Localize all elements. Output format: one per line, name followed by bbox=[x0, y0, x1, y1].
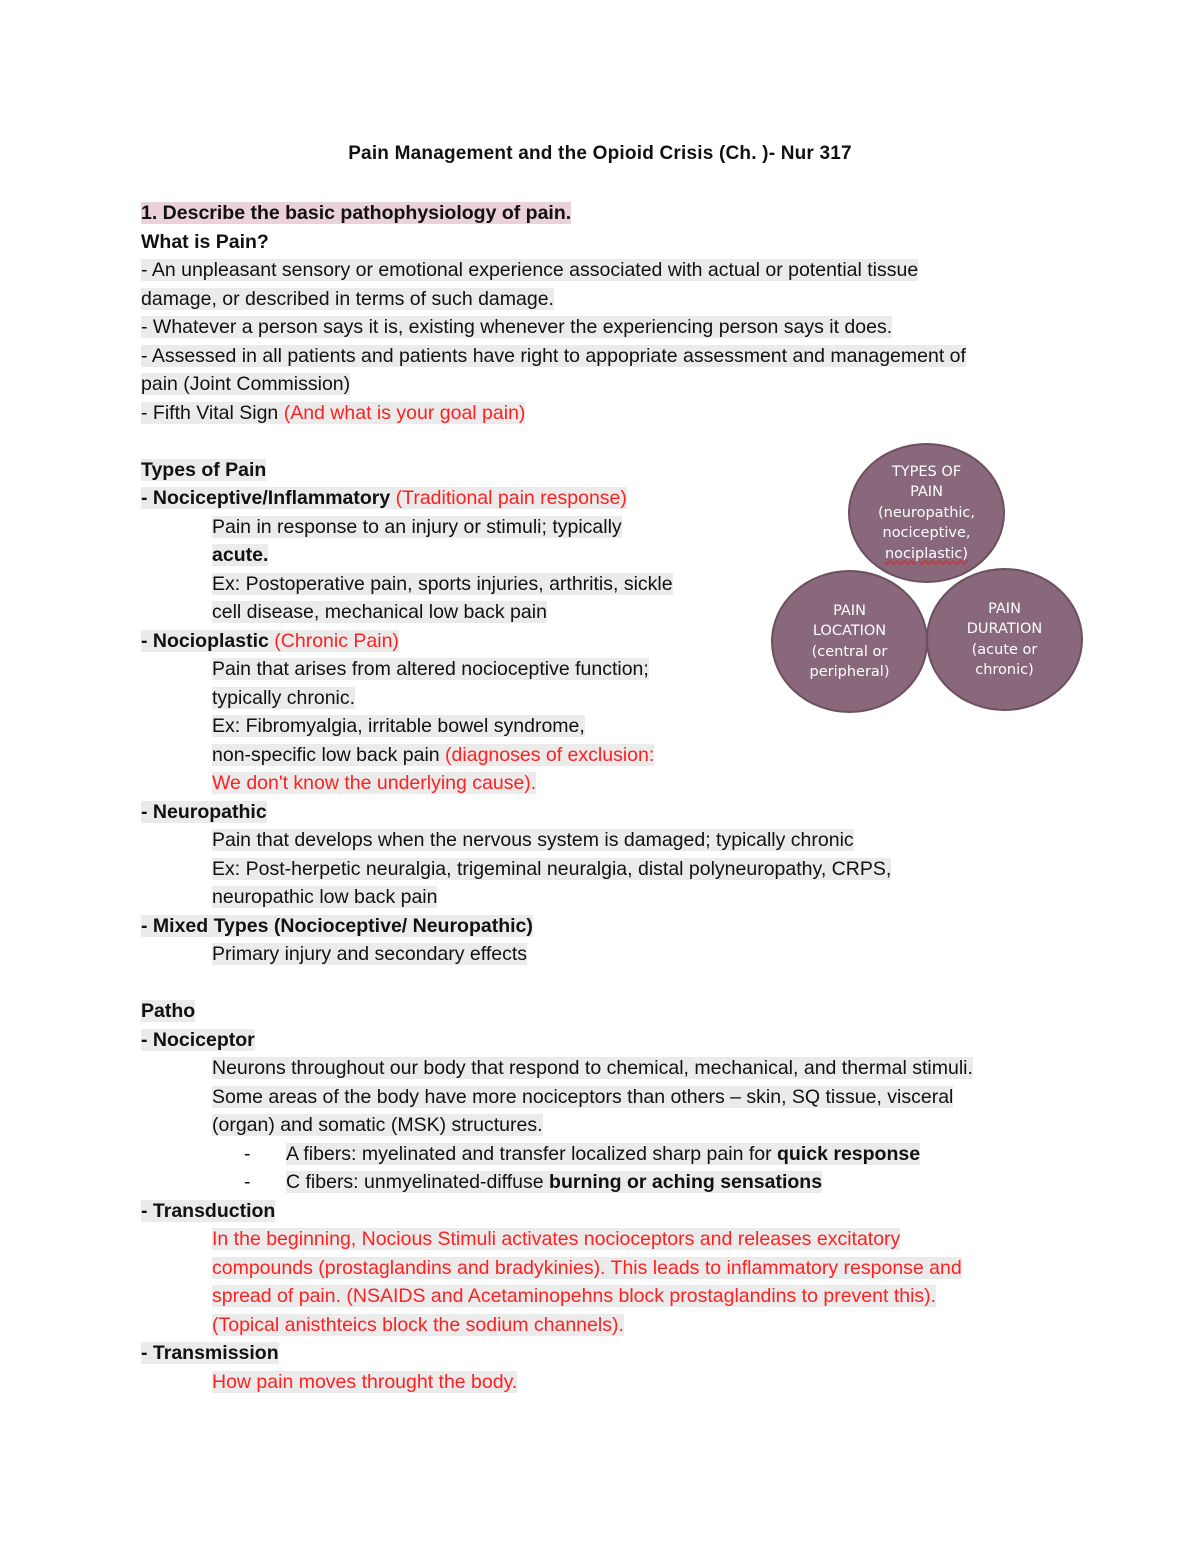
text-line: - Fifth Vital Sign bbox=[141, 401, 284, 424]
text-line: neuropathic low back pain bbox=[212, 886, 438, 908]
list-label: - Transmission bbox=[141, 1342, 279, 1364]
text-line: Neurons throughout our body that respond to chemical, mechanical, and thermal stimuli. bbox=[212, 1057, 973, 1079]
circle-text: LOCATION bbox=[812, 623, 887, 639]
document-title: Pain Management and the Opioid Crisis (Ch. )- Nur 317 bbox=[348, 143, 852, 164]
red-text-line: In the beginning, Nocious Stimuli activates nocioceptors and releases excitatory bbox=[212, 1228, 901, 1250]
text-line: pain (Joint Commission) bbox=[141, 373, 351, 395]
red-note: (diagnoses of exclusion: bbox=[445, 743, 655, 766]
subheading-types-of-pain: Types of Pain bbox=[141, 458, 267, 481]
text-line: Ex: Post-herpetic neuralgia, trigeminal neuralgia, distal polyneuropathy, CRPS, bbox=[212, 857, 892, 880]
circle-text: peripheral) bbox=[809, 664, 890, 680]
circle-text: TYPES OF bbox=[891, 463, 962, 480]
red-note: (Traditional pain response) bbox=[390, 487, 627, 509]
text-line: Primary injury and secondary effects bbox=[212, 943, 528, 965]
text-line: (organ) and somatic (MSK) structures. bbox=[212, 1114, 543, 1136]
circle-types-of-pain bbox=[848, 443, 1005, 583]
circle-text: (acute or bbox=[971, 641, 1038, 658]
list-label: - Neuropathic bbox=[141, 800, 267, 823]
text-line: non-specific low back pain bbox=[212, 743, 446, 766]
text-line: - Assessed in all patients and patients have right to appopriate assessment and management of bbox=[141, 344, 966, 367]
list-label: - Transduction bbox=[141, 1199, 276, 1222]
subheading-patho: Patho bbox=[141, 1000, 196, 1022]
circle-pain-duration bbox=[926, 568, 1083, 711]
circle-text: PAIN bbox=[910, 484, 943, 501]
red-text-line: (Topical anisthteics block the sodium channels). bbox=[212, 1313, 624, 1336]
section-heading: 1. Describe the basic pathophysiology of pain. bbox=[141, 202, 572, 224]
text-line: C fibers: unmyelinated-diffuse bbox=[286, 1171, 550, 1193]
list-label: - Mixed Types (Nocioceptive/ Neuropathic) bbox=[141, 914, 533, 937]
list-label: - Nocioplastic bbox=[141, 629, 269, 652]
circle-text: chronic) bbox=[975, 662, 1034, 678]
list-label: - Nociceptive/Inflammatory bbox=[141, 487, 391, 509]
bullet-dash: - bbox=[244, 1171, 251, 1193]
text-line: Some areas of the body have more nociceptors than others – skin, SQ tissue, visceral bbox=[212, 1085, 954, 1108]
list-label: - Nociceptor bbox=[141, 1028, 255, 1051]
red-note: (Chronic Pain) bbox=[268, 629, 399, 652]
types-of-pain-diagram bbox=[768, 440, 1088, 720]
red-note: (And what is your goal pain) bbox=[283, 401, 526, 424]
text-line: A fibers: myelinated and transfer localized sharp pain for bbox=[286, 1142, 778, 1165]
circle-text: (central or bbox=[811, 643, 888, 660]
document-body bbox=[141, 199, 1081, 1396]
red-note: We don't know the underlying cause). bbox=[212, 772, 537, 794]
circle-text: (neuropathic, bbox=[877, 504, 976, 521]
text-line: Ex: Fibromyalgia, irritable bowel syndrome, bbox=[212, 715, 585, 737]
text-line: Pain in response to an injury or stimuli; typically bbox=[212, 515, 622, 538]
circle-text: DURATION bbox=[966, 621, 1043, 637]
circle-text: nociplastic) bbox=[884, 545, 969, 562]
text-line: acute. bbox=[212, 544, 269, 566]
circle-pain-location bbox=[771, 570, 928, 713]
red-text-line: compounds (prostaglandins and bradykinies). This leads to inflammatory response and bbox=[212, 1256, 962, 1279]
bullet-dash: - bbox=[244, 1142, 251, 1165]
text-line: cell disease, mechanical low back pain bbox=[212, 601, 547, 623]
text-line: Pain that develops when the nervous system is damaged; typically chronic bbox=[212, 829, 854, 851]
red-text-line: How pain moves throught the body. bbox=[212, 1370, 518, 1393]
circle-text: nociceptive, bbox=[882, 525, 971, 542]
text-line: Ex: Postoperative pain, sports injuries, arthritis, sickle bbox=[212, 572, 673, 595]
text-line: typically chronic. bbox=[212, 686, 356, 709]
text-line: damage, or described in terms of such damage. bbox=[141, 287, 554, 310]
text-line: Pain that arises from altered nocioceptive function; bbox=[212, 658, 649, 680]
red-text-line: spread of pain. (NSAIDS and Acetaminopehns block prostaglandins to prevent this). bbox=[212, 1285, 937, 1307]
subheading-what-is-pain: What is Pain? bbox=[141, 230, 269, 253]
circle-text: PAIN bbox=[833, 602, 866, 619]
bold-text: quick response bbox=[777, 1142, 921, 1165]
text-line: - Whatever a person says it is, existing whenever the experiencing person says it does. bbox=[141, 316, 893, 338]
circle-text: PAIN bbox=[988, 600, 1021, 617]
bold-text: burning or aching sensations bbox=[549, 1171, 823, 1193]
text-line: - An unpleasant sensory or emotional experience associated with actual or potential tissue bbox=[141, 259, 919, 281]
